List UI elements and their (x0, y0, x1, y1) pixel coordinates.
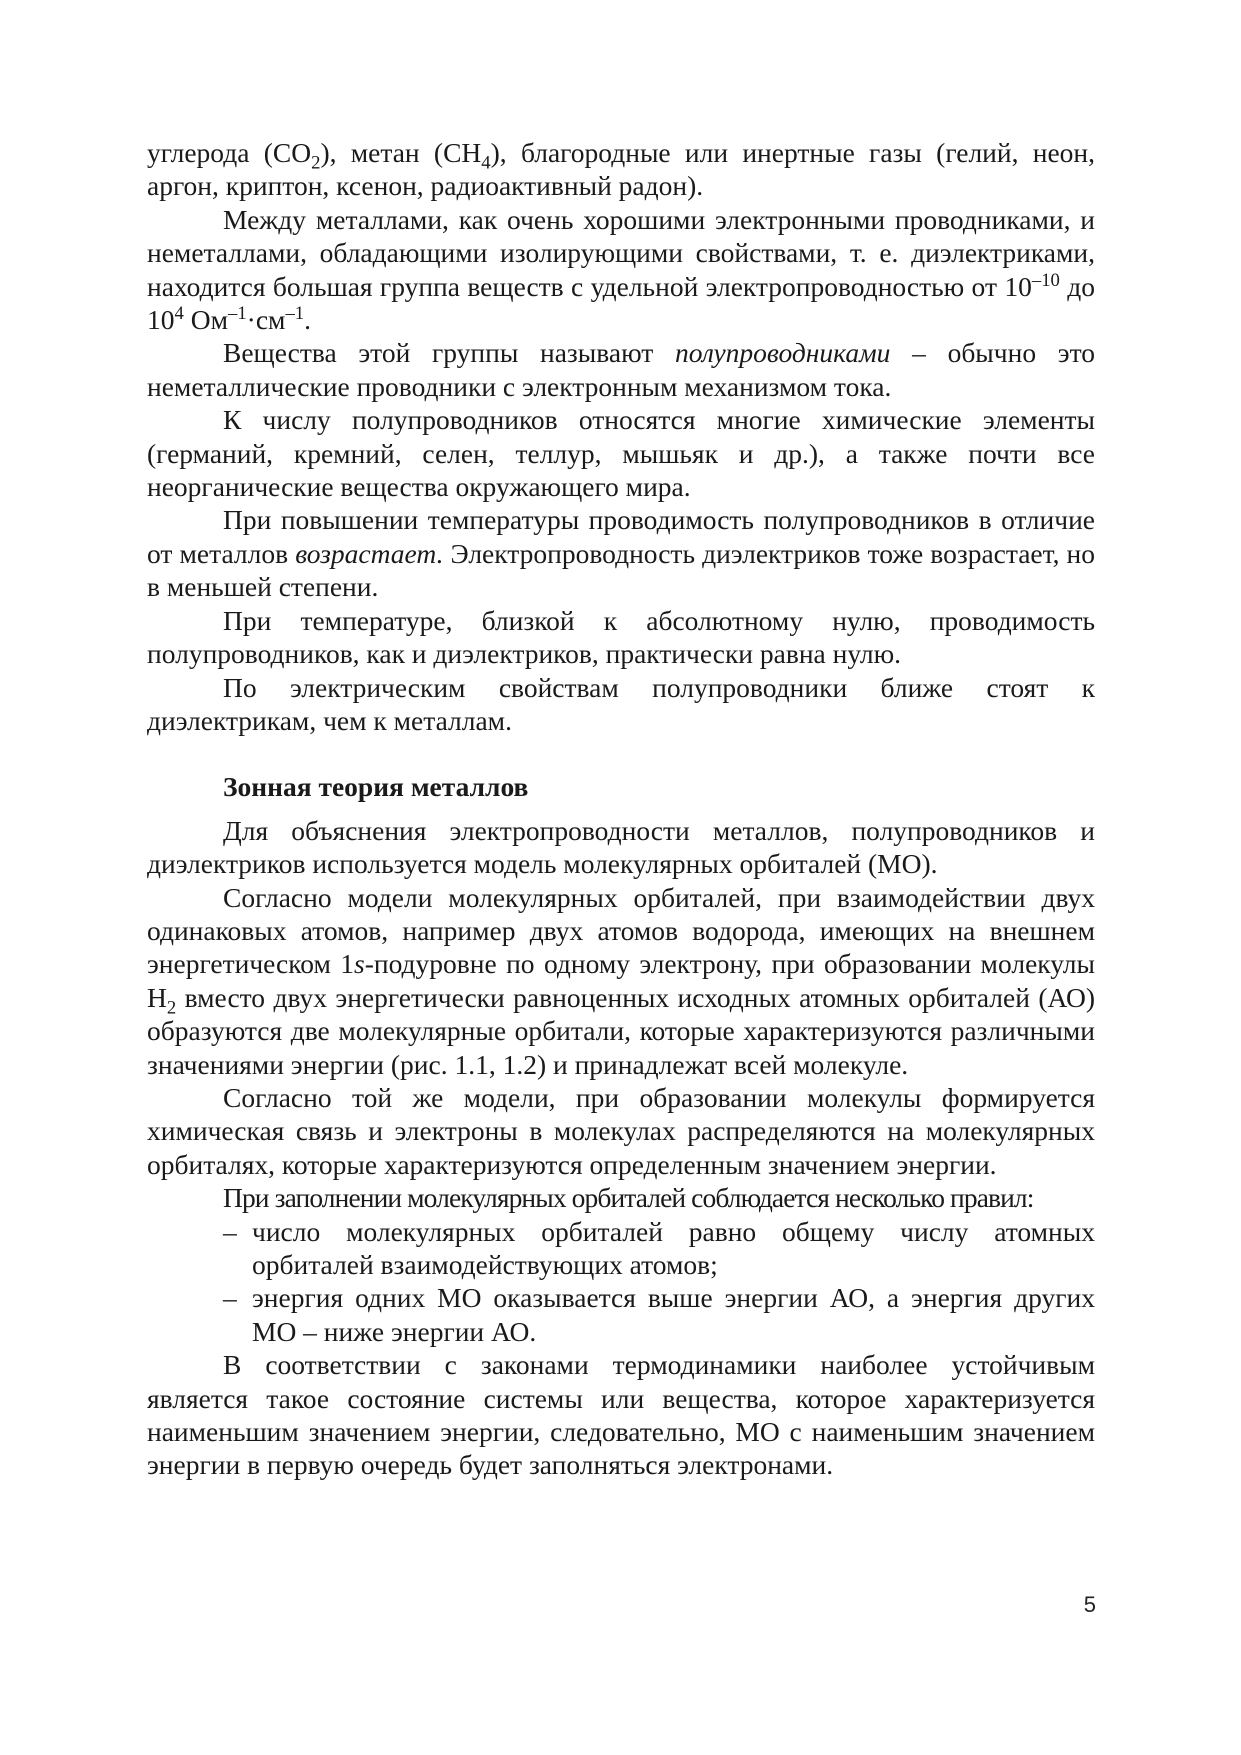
paragraph-thermodynamics: В соответствии с законами термодинамики наиболее устойчивым является такое состояние системы или вещества, которое характеризуется наименьшим значением энергии, следовательно, МО с наименьшим значением энергии в первую очередь будет заполняться электронами. (147, 1349, 1095, 1481)
paragraph-chemical-bond: Согласно той же модели, при образовании молекулы формируется химическая связь и электроны в молекулах распределяются на молекулярных орбиталях, которые характеризуются определенным значением энергии. (147, 1081, 1095, 1180)
dash-marker: – (223, 1215, 237, 1247)
paragraph-gases: углерода $(CO_2)$, метан $(CH_4)$, благородные или инертные газы (гелий, неон, аргон, криптон, ксенон, радиоактивный радон). (147, 137, 1096, 202)
page-number: 5 (1083, 1592, 1096, 1617)
paragraph-hydrogen-example: Согласно модели молекулярных орбиталей, при взаимодействии двух одинаковых атомов, например двух атомов водорода, имеющих на внешнем энергетическом 1s-подуровне по одному электрону, при образовании молекулы $H_2$ вместо двух энергетически равноценных исходных атомных орбиталей (АО) образуются две молекулярные орбитали, которые характеризуются различными значениями энергии (рис. 1.1, 1.2) и принадлежат всей молекуле. (147, 881, 1095, 1080)
paragraph-temperature-increase: При повышении температуры проводимость полупроводников в отличие от металлов возрастает. Электропроводность диэлектриков тоже возрастает, но в меньшей степени. (147, 504, 1096, 603)
paragraph-electrical-properties: По электрическим свойствам полупроводники ближе стоят к диэлектрикам, чем к металлам. (147, 671, 1095, 736)
page-body (147, 136, 1095, 1482)
list-item: – энергия одних МО оказывается выше энергии АО, а энергия других МО – ниже энергии АО. (223, 1282, 1095, 1347)
section-heading: Зонная теория металлов (223, 771, 529, 803)
paragraph-mo-model: Для объяснения электропроводности металлов, полупроводников и диэлектриков используется модель молекулярных орбиталей (МО). (147, 814, 1095, 880)
paragraph-absolute-zero: При температуре, близкой к абсолютному нулю, проводимость полупроводников, как и диэлектриков, практически равна нулю. (147, 604, 1095, 670)
paragraph-rules-intro: При заполнении молекулярных орбиталей соблюдается несколько правил: (223, 1182, 1034, 1214)
paragraph-semiconductor-elements: К числу полупроводников относятся многие химические элементы (германий, кремний, селен, теллур, мышьяк и др.), а также почти все неорганические вещества окружающего мира. (147, 404, 1095, 503)
paragraph-conductivity-range: Между металлами, как очень хорошими электронными проводниками, и неметаллами, обладающими изолирующими свойствами, т. е. диэлектриками, находится большая группа веществ с удельной электропроводностью от $10^{-10}$ до $10^4$ $Ом^{-1}\cdot см^{-1}$. (147, 203, 1095, 336)
paragraph-semiconductors-definition: Вещества этой группы называют полупроводниками – обычно это неметаллические проводники с электронным механизмом тока. (147, 337, 1095, 402)
list-item: – число молекулярных орбиталей равно общему числу атомных орбиталей взаимодействующих атомов; (223, 1215, 1095, 1280)
dash-marker: – (223, 1282, 237, 1314)
rules-list (147, 1215, 1095, 1349)
